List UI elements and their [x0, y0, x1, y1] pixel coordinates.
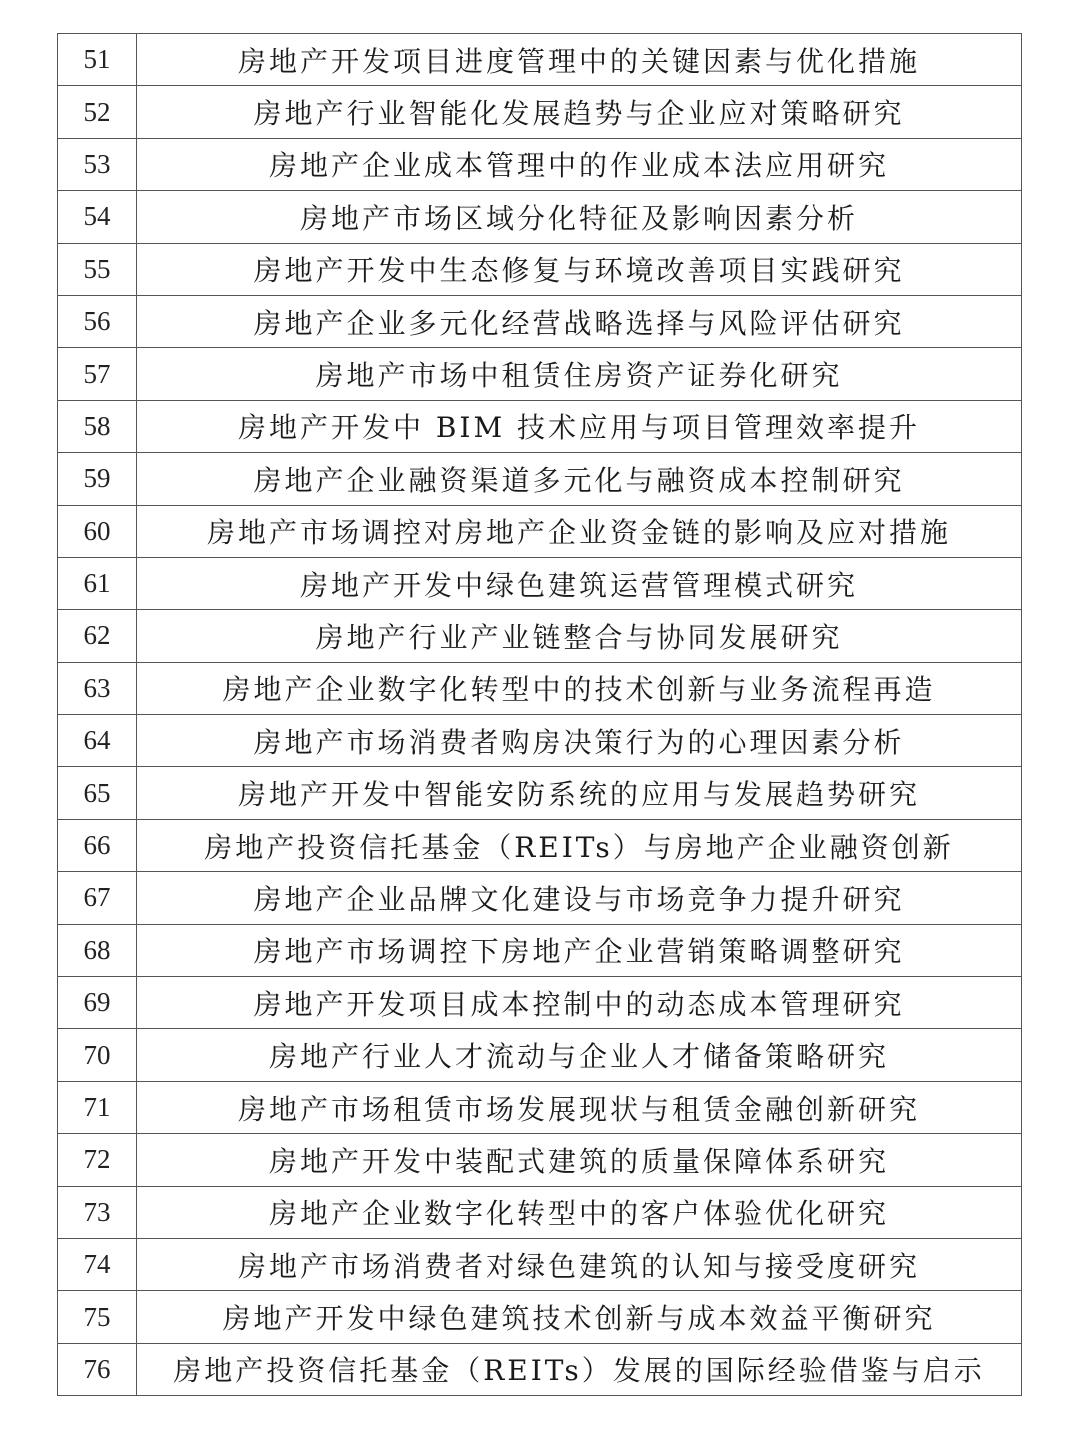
table-row [58, 1291, 1022, 1343]
topic-number: 70 [58, 1029, 137, 1081]
topic-number: 57 [58, 348, 137, 400]
table-row [58, 191, 1022, 243]
topic-title: 房地产行业产业链整合与协同发展研究 [137, 610, 1022, 662]
topic-number: 73 [58, 1186, 137, 1238]
table-row [58, 1029, 1022, 1081]
table-row [58, 295, 1022, 347]
table-row [58, 1134, 1022, 1186]
table-row [58, 34, 1022, 86]
topic-title: 房地产行业智能化发展趋势与企业应对策略研究 [137, 86, 1022, 138]
topic-number: 74 [58, 1238, 137, 1290]
table-row [58, 977, 1022, 1029]
table-row [58, 138, 1022, 190]
table-row [58, 1343, 1022, 1395]
topic-number: 52 [58, 86, 137, 138]
topic-title: 房地产企业数字化转型中的技术创新与业务流程再造 [137, 662, 1022, 714]
topic-title: 房地产开发中装配式建筑的质量保障体系研究 [137, 1134, 1022, 1186]
table-row [58, 1081, 1022, 1133]
topic-number: 65 [58, 767, 137, 819]
table-row [58, 453, 1022, 505]
table-row [58, 243, 1022, 295]
topic-number: 64 [58, 715, 137, 767]
topic-number: 60 [58, 505, 137, 557]
topic-number: 54 [58, 191, 137, 243]
topic-title: 房地产市场中租赁住房资产证券化研究 [137, 348, 1022, 400]
topic-title: 房地产投资信托基金（REITs）发展的国际经验借鉴与启示 [137, 1343, 1022, 1395]
topics-table [57, 33, 1022, 1396]
table-row [58, 819, 1022, 871]
topic-title: 房地产开发项目进度管理中的关键因素与优化措施 [137, 34, 1022, 86]
topic-number: 75 [58, 1291, 137, 1343]
topic-title: 房地产企业成本管理中的作业成本法应用研究 [137, 138, 1022, 190]
topic-number: 61 [58, 557, 137, 609]
table-row [58, 610, 1022, 662]
table-row [58, 872, 1022, 924]
table-row [58, 715, 1022, 767]
table-row [58, 86, 1022, 138]
topic-title: 房地产市场调控下房地产企业营销策略调整研究 [137, 924, 1022, 976]
table-row [58, 505, 1022, 557]
topic-title: 房地产企业数字化转型中的客户体验优化研究 [137, 1186, 1022, 1238]
topic-title: 房地产企业融资渠道多元化与融资成本控制研究 [137, 453, 1022, 505]
topic-number: 72 [58, 1134, 137, 1186]
topic-title: 房地产企业品牌文化建设与市场竞争力提升研究 [137, 872, 1022, 924]
topic-title: 房地产开发中绿色建筑技术创新与成本效益平衡研究 [137, 1291, 1022, 1343]
topic-title: 房地产开发中生态修复与环境改善项目实践研究 [137, 243, 1022, 295]
table-row [58, 400, 1022, 452]
topic-title: 房地产投资信托基金（REITs）与房地产企业融资创新 [137, 819, 1022, 871]
topic-number: 67 [58, 872, 137, 924]
topic-title: 房地产开发中绿色建筑运营管理模式研究 [137, 557, 1022, 609]
topic-title: 房地产市场调控对房地产企业资金链的影响及应对措施 [137, 505, 1022, 557]
topic-number: 68 [58, 924, 137, 976]
topics-table-body [58, 34, 1022, 1396]
topic-number: 58 [58, 400, 137, 452]
topic-number: 66 [58, 819, 137, 871]
topic-number: 53 [58, 138, 137, 190]
topic-title: 房地产开发项目成本控制中的动态成本管理研究 [137, 977, 1022, 1029]
topic-number: 56 [58, 295, 137, 347]
table-row [58, 1238, 1022, 1290]
topic-number: 51 [58, 34, 137, 86]
table-row [58, 557, 1022, 609]
topic-title: 房地产开发中 BIM 技术应用与项目管理效率提升 [137, 400, 1022, 452]
table-row [58, 924, 1022, 976]
topic-title: 房地产市场消费者购房决策行为的心理因素分析 [137, 715, 1022, 767]
topic-number: 71 [58, 1081, 137, 1133]
table-row [58, 662, 1022, 714]
table-row [58, 767, 1022, 819]
topic-title: 房地产市场区域分化特征及影响因素分析 [137, 191, 1022, 243]
table-row [58, 348, 1022, 400]
topic-title: 房地产企业多元化经营战略选择与风险评估研究 [137, 295, 1022, 347]
topic-number: 63 [58, 662, 137, 714]
topic-number: 69 [58, 977, 137, 1029]
topic-title: 房地产市场租赁市场发展现状与租赁金融创新研究 [137, 1081, 1022, 1133]
topic-title: 房地产开发中智能安防系统的应用与发展趋势研究 [137, 767, 1022, 819]
topic-title: 房地产行业人才流动与企业人才储备策略研究 [137, 1029, 1022, 1081]
topic-number: 55 [58, 243, 137, 295]
topic-title: 房地产市场消费者对绿色建筑的认知与接受度研究 [137, 1238, 1022, 1290]
topic-number: 59 [58, 453, 137, 505]
topic-number: 76 [58, 1343, 137, 1395]
table-row [58, 1186, 1022, 1238]
topic-number: 62 [58, 610, 137, 662]
